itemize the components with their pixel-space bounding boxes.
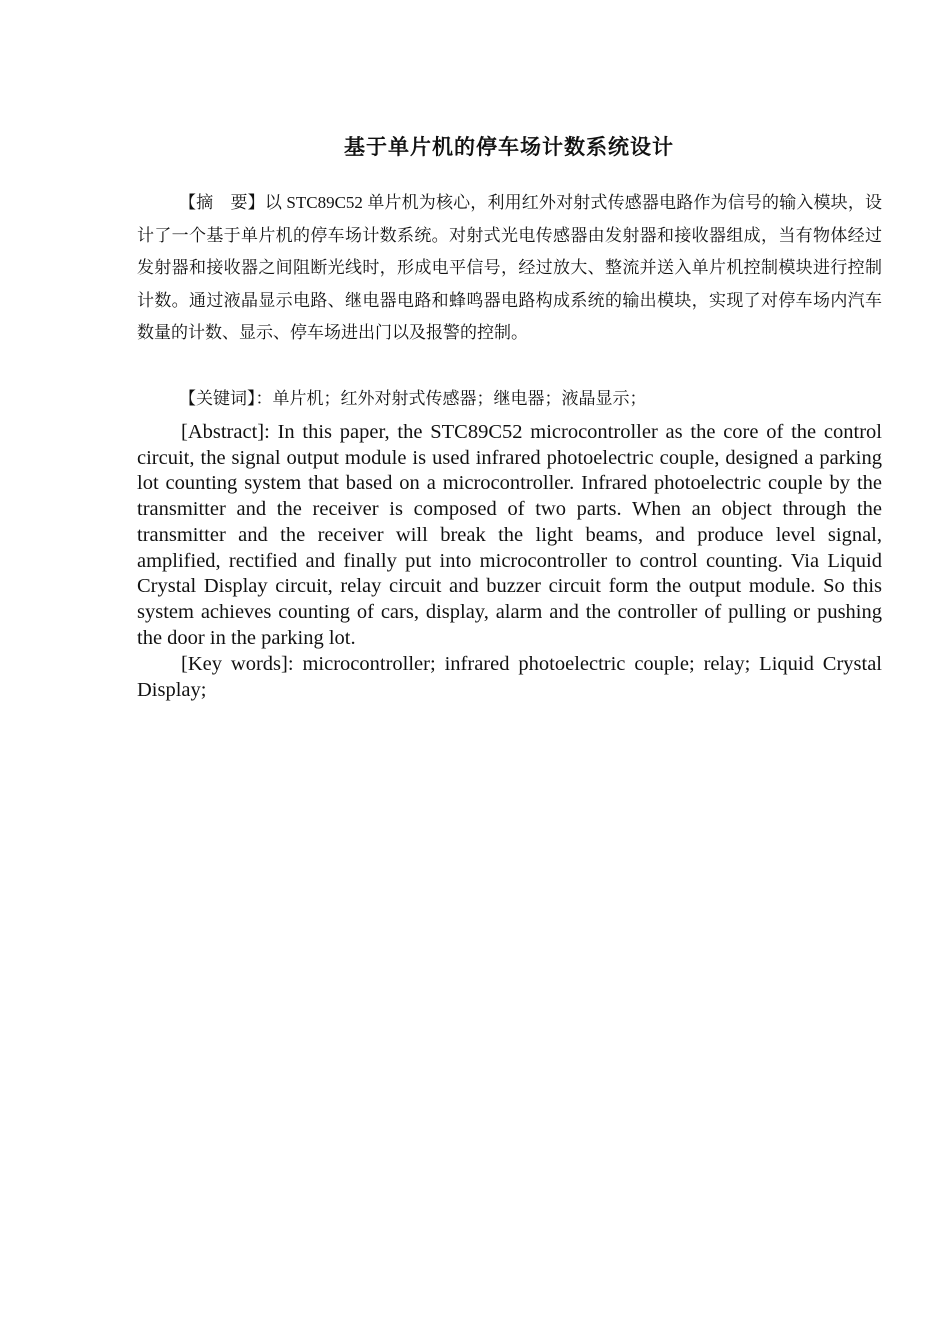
chinese-abstract-label: 【摘 要】 <box>179 193 265 212</box>
chinese-abstract <box>137 187 882 350</box>
chinese-keywords-label: 【关键词】： <box>179 389 273 408</box>
chinese-keywords <box>137 383 882 415</box>
english-keywords: [Key words]: microcontroller; infrared photoelectric couple; relay; Liquid Crystal Display; <box>137 653 882 701</box>
page-title: 基于单片机的停车场计数系统设计 <box>344 135 674 159</box>
chinese-keywords-text: 单片机；红外对射式传感器；继电器；液晶显示； <box>272 389 647 408</box>
chinese-abstract-text: 以 STC89C52 单片机为核心，利用红外对射式传感器电路作为信号的输入模块，设计了一个基于单片机的停车场计数系统。对射式光电传感器由发射器和接收器组成，当有物体经过发射器和接收器之间阻断光线时，形成电平信号，经过放大、整流并送入单片机控制模块进行控制计数。通过液晶显示电路、继电器电路和蜂鸣器电路构成系统的输出模块，实现了对停车场内汽车数量的计数、显示、停车场进出门以及报警的控制。 <box>137 193 883 342</box>
english-abstract: [Abstract]: In this paper, the STC89C52 microcontroller as the core of the control circuit, the signal output module is used infrared photoelectric couple, designed a parking lot counting system that based on a microcontroller. Infrared photoelectric couple by the transmitter and the receiver is composed of two parts. When an object through the transmitter and the receiver will break the light beams, and produce level signal, amplified, rectified and finally put into microcontroller to control counting. Via Liquid Crystal Display circuit, relay circuit and buzzer circuit form the output module. So this system achieves counting of cars, display, alarm and the controller of pulling or pushing the door in the parking lot. <box>137 421 882 649</box>
